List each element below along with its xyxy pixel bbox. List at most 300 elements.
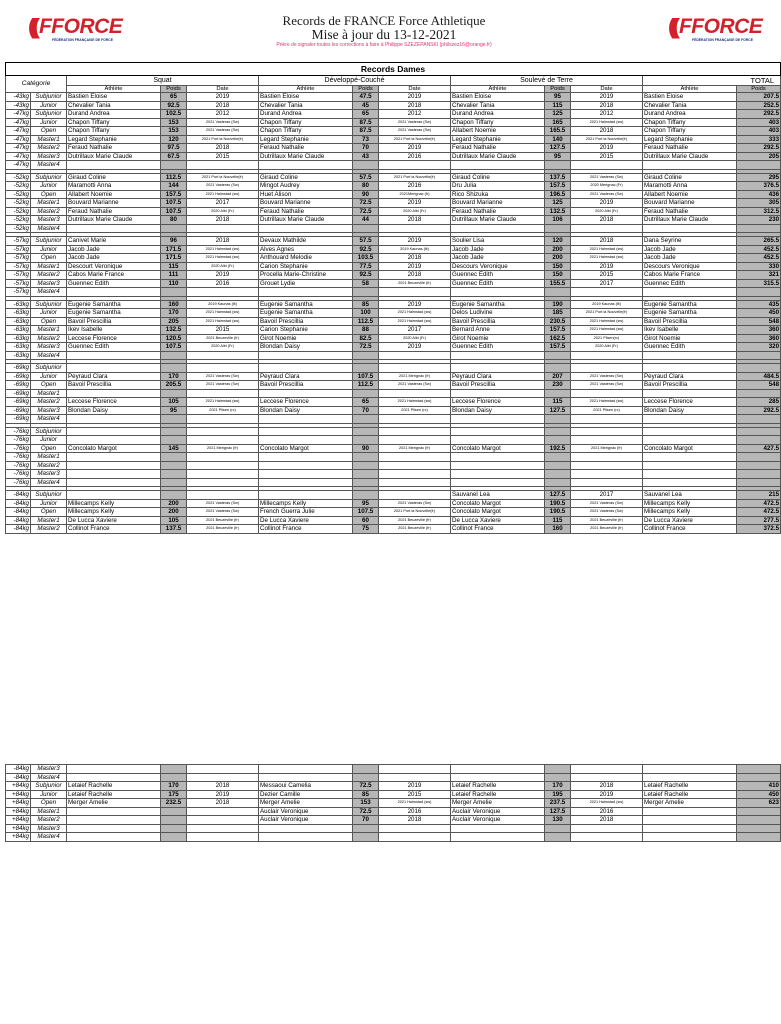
bench-weight: 60 — [353, 516, 379, 525]
bench-date: 2016 — [379, 807, 451, 816]
total-weight — [737, 427, 781, 436]
bench-weight — [353, 470, 379, 479]
deadlift-athlete — [451, 765, 545, 774]
deadlift-date: 2021 Beuzeville (fr) — [571, 516, 643, 525]
bench-athlete: Feraud Nathalie — [259, 144, 353, 153]
deadlift-athlete: Guennec Edith — [451, 343, 545, 352]
deadlift-weight — [545, 389, 571, 398]
division: Subjunior — [31, 110, 67, 119]
bench-athlete — [259, 224, 353, 233]
record-row — [6, 173, 781, 182]
bench-date: 2021 Halmstad (sw) — [379, 398, 451, 407]
bench-athlete: Anthouard Melodie — [259, 254, 353, 263]
division: Junior — [31, 372, 67, 381]
squat-weight: 157.5 — [161, 190, 187, 199]
bench-weight — [353, 436, 379, 445]
deadlift-athlete — [451, 461, 545, 470]
record-row — [6, 288, 781, 297]
deadlift-athlete: Delos Ludivine — [451, 309, 545, 318]
deadlift-weight — [545, 824, 571, 833]
squat-weight: 120 — [161, 135, 187, 144]
bench-weight: 82.5 — [353, 334, 379, 343]
bench-date — [379, 351, 451, 360]
squat-date: 2020 Albi (Fr) — [187, 262, 259, 271]
total-athlete: Millecamps Kelly — [643, 499, 737, 508]
logo-word: FFORCE — [38, 15, 123, 38]
squat-athlete — [67, 389, 161, 398]
squat-weight: 107.5 — [161, 343, 187, 352]
bench-weight: 45 — [353, 101, 379, 110]
squat-weight: 170 — [161, 782, 187, 791]
squat-date: 2021 Vasteras (Sw) — [187, 182, 259, 191]
division: Master2 — [31, 816, 67, 825]
total-weight: 312.5 — [737, 207, 781, 216]
record-row — [6, 93, 781, 102]
total-weight: 207.5 — [737, 93, 781, 102]
squat-weight — [161, 816, 187, 825]
deadlift-athlete — [451, 389, 545, 398]
division: Master1 — [31, 389, 67, 398]
squat-athlete: Millecamps Kelly — [67, 508, 161, 517]
record-row — [6, 765, 781, 774]
date-column-header: Date — [571, 86, 643, 93]
deadlift-athlete: Chevalier Tania — [451, 101, 545, 110]
deadlift-date — [571, 161, 643, 170]
squat-weight: 102.5 — [161, 110, 187, 119]
squat-athlete: Jacob Jade — [67, 245, 161, 254]
total-weight: 484.5 — [737, 372, 781, 381]
deadlift-weight: 106 — [545, 216, 571, 225]
squat-date: 2019 — [187, 790, 259, 799]
record-row — [6, 799, 781, 808]
bench-weight: 43 — [353, 152, 379, 161]
deadlift-athlete — [451, 833, 545, 842]
date-column-header: Date — [379, 86, 451, 93]
deadlift-date: 2021 Halmstad (sw) — [571, 317, 643, 326]
division: Master2 — [31, 271, 67, 280]
record-row — [6, 389, 781, 398]
squat-athlete — [67, 816, 161, 825]
total-weight: 472.5 — [737, 499, 781, 508]
weight-class: -57kg — [6, 288, 31, 297]
deadlift-athlete: Leccese Florence — [451, 398, 545, 407]
weight-class: +84kg — [6, 799, 31, 808]
record-row — [6, 245, 781, 254]
bench-date: 2019 Kaunas (lit) — [379, 245, 451, 254]
record-row — [6, 343, 781, 352]
deadlift-weight — [545, 351, 571, 360]
total-weight: 403 — [737, 118, 781, 127]
total-weight: 205 — [737, 152, 781, 161]
deadlift-date: 2021 Pilsen(rc) — [571, 334, 643, 343]
record-row — [6, 499, 781, 508]
bench-weight: 112.5 — [353, 381, 379, 390]
weight-class: -84kg — [6, 508, 31, 517]
logo-word: FFORCE — [678, 15, 763, 38]
record-row — [6, 773, 781, 782]
bench-date: 2021 Merignac (fr) — [379, 444, 451, 453]
total-weight — [737, 833, 781, 842]
record-row — [6, 334, 781, 343]
total-athlete — [643, 389, 737, 398]
weight-class: +84kg — [6, 816, 31, 825]
division: Master2 — [31, 398, 67, 407]
squat-date: 2020 Albi (Fr) — [187, 207, 259, 216]
deadlift-athlete: Concolato Margot — [451, 499, 545, 508]
squat-athlete: Eugenie Samantha — [67, 300, 161, 309]
bench-date: 2016 — [379, 182, 451, 191]
squat-date: 2018 — [187, 799, 259, 808]
bench-date: 2019 — [379, 782, 451, 791]
deadlift-athlete: Concolato Margot — [451, 508, 545, 517]
date-column-header: Date — [187, 86, 259, 93]
deadlift-date — [571, 415, 643, 424]
squat-athlete: Collinot France — [67, 525, 161, 534]
deadlift-weight: 115 — [545, 516, 571, 525]
squat-date: 2021 Beuzeville (fr) — [187, 334, 259, 343]
deadlift-athlete: Feraud Nathalie — [451, 144, 545, 153]
weight-class: +84kg — [6, 824, 31, 833]
total-athlete: Durand Andrea — [643, 110, 737, 119]
record-row — [6, 262, 781, 271]
squat-weight: 97.5 — [161, 144, 187, 153]
deadlift-athlete — [451, 478, 545, 487]
squat-athlete: Ikev Isabelle — [67, 326, 161, 335]
squat-weight: 137.5 — [161, 525, 187, 534]
squat-weight — [161, 491, 187, 500]
deadlift-date — [571, 288, 643, 297]
bench-weight — [353, 824, 379, 833]
total-athlete: Bavoil Prescillia — [643, 317, 737, 326]
deadlift-weight — [545, 436, 571, 445]
weight-class: -69kg — [6, 389, 31, 398]
squat-athlete — [67, 436, 161, 445]
total-athlete: Jacob Jade — [643, 254, 737, 263]
squat-athlete: Dutrillaux Marie Claude — [67, 152, 161, 161]
squat-athlete — [67, 824, 161, 833]
deadlift-athlete: Merger Amelie — [451, 799, 545, 808]
bench-weight: 70 — [353, 406, 379, 415]
record-row — [6, 381, 781, 390]
deadlift-athlete: Descours Veronique — [451, 262, 545, 271]
bench-athlete — [259, 288, 353, 297]
bench-athlete: Feraud Nathalie — [259, 207, 353, 216]
total-athlete: Merger Amelie — [643, 799, 737, 808]
total-weight: 452.5 — [737, 254, 781, 263]
squat-weight: 120.5 — [161, 334, 187, 343]
bench-date: 2019 — [379, 93, 451, 102]
bench-date — [379, 491, 451, 500]
bench-athlete: Dutrillaux Marie Claude — [259, 152, 353, 161]
deadlift-date — [571, 824, 643, 833]
deadlift-weight: 155.5 — [545, 279, 571, 288]
deadlift-athlete — [451, 773, 545, 782]
total-weight — [737, 224, 781, 233]
division: Master4 — [31, 351, 67, 360]
squat-athlete — [67, 415, 161, 424]
record-row — [6, 816, 781, 825]
bench-weight: 107.5 — [353, 508, 379, 517]
records-body — [6, 93, 781, 534]
weight-class: +84kg — [6, 782, 31, 791]
total-weight — [737, 453, 781, 462]
athlete-column-header: Athlète — [451, 86, 545, 93]
bench-weight: 44 — [353, 216, 379, 225]
deadlift-date: 2021 Vasteras (Sw) — [571, 499, 643, 508]
record-row — [6, 110, 781, 119]
bench-athlete: Chapon Tiffany — [259, 118, 353, 127]
weight-class: -76kg — [6, 461, 31, 470]
division: Junior — [31, 309, 67, 318]
bench-weight — [353, 415, 379, 424]
division: Master3 — [31, 406, 67, 415]
squat-date: 2018 — [187, 216, 259, 225]
squat-weight — [161, 427, 187, 436]
bench-weight: 73 — [353, 135, 379, 144]
bench-weight — [353, 833, 379, 842]
division: Junior — [31, 436, 67, 445]
division: Master1 — [31, 516, 67, 525]
bench-athlete: Chapon Tiffany — [259, 127, 353, 136]
total-weight: 305 — [737, 199, 781, 208]
bench-date: 2021 Beuzeville (fr) — [379, 516, 451, 525]
bench-date — [379, 478, 451, 487]
squat-weight: 145 — [161, 444, 187, 453]
deadlift-weight: 127.5 — [545, 807, 571, 816]
bench-athlete — [259, 773, 353, 782]
total-athlete: Letaief Rachelle — [643, 790, 737, 799]
deadlift-weight: 140 — [545, 135, 571, 144]
weight-class: -63kg — [6, 343, 31, 352]
squat-athlete: Bouvard Marianne — [67, 199, 161, 208]
record-row — [6, 144, 781, 153]
total-weight: 450 — [737, 309, 781, 318]
bench-athlete — [259, 453, 353, 462]
deadlift-weight: 132.5 — [545, 207, 571, 216]
bench-athlete: Legard Stephanie — [259, 135, 353, 144]
squat-athlete: Chevalier Tania — [67, 101, 161, 110]
record-row — [6, 271, 781, 280]
deadlift-athlete: Blondan Daisy — [451, 406, 545, 415]
record-row — [6, 461, 781, 470]
deadlift-weight: 95 — [545, 93, 571, 102]
squat-weight: 205 — [161, 317, 187, 326]
bench-athlete — [259, 351, 353, 360]
squat-date — [187, 436, 259, 445]
total-athlete — [643, 351, 737, 360]
division: Subjunior — [31, 427, 67, 436]
squat-athlete — [67, 288, 161, 297]
squat-weight: 170 — [161, 309, 187, 318]
deadlift-weight: 115 — [545, 101, 571, 110]
bench-athlete: Carion Stephanie — [259, 326, 353, 335]
record-row — [6, 101, 781, 110]
bench-athlete — [259, 491, 353, 500]
bench-athlete: Millecamps Kelly — [259, 499, 353, 508]
bench-weight — [353, 224, 379, 233]
bench-athlete: Dezier Camille — [259, 790, 353, 799]
deadlift-weight: 230 — [545, 381, 571, 390]
deadlift-date: 2019 Kaunas (lit) — [571, 300, 643, 309]
division: Master3 — [31, 343, 67, 352]
squat-date: 2021 Pilsen (rc) — [187, 406, 259, 415]
deadlift-weight — [545, 415, 571, 424]
total-weight: 472.5 — [737, 508, 781, 517]
bench-weight: 90 — [353, 190, 379, 199]
deadlift-athlete: Letaief Rachelle — [451, 782, 545, 791]
table-title: Records Dames — [6, 63, 781, 76]
deadlift-athlete: Letaief Rachelle — [451, 790, 545, 799]
deadlift-date — [571, 224, 643, 233]
record-row — [6, 300, 781, 309]
weight-class: -47kg — [6, 127, 31, 136]
division: Master4 — [31, 773, 67, 782]
squat-weight: 200 — [161, 508, 187, 517]
total-weight: 410 — [737, 782, 781, 791]
squat-header: Squat — [67, 76, 259, 86]
squat-athlete — [67, 807, 161, 816]
record-row — [6, 152, 781, 161]
deadlift-weight — [545, 765, 571, 774]
deadlift-date: 2020 Albi (Fr) — [571, 207, 643, 216]
total-weight: 436 — [737, 190, 781, 199]
bench-date: 2019 — [379, 199, 451, 208]
squat-athlete — [67, 833, 161, 842]
bench-date: 2020 Albi (Fr) — [379, 207, 451, 216]
bench-athlete: French Guerra Julie — [259, 508, 353, 517]
deadlift-athlete: Jacob Jade — [451, 254, 545, 263]
squat-athlete — [67, 478, 161, 487]
deadlift-weight: 150 — [545, 271, 571, 280]
total-weight — [737, 161, 781, 170]
bench-athlete: Carion Stephanie — [259, 262, 353, 271]
deadlift-athlete: Chapon Tiffany — [451, 118, 545, 127]
deadlift-date: 2018 — [571, 816, 643, 825]
total-athlete — [643, 461, 737, 470]
deadlift-weight — [545, 833, 571, 842]
deadlift-date: 2016 — [571, 807, 643, 816]
total-weight — [737, 773, 781, 782]
squat-athlete: Bastien Eloise — [67, 93, 161, 102]
record-row — [6, 398, 781, 407]
deadlift-date: 2020 Albi (Fr) — [571, 343, 643, 352]
bench-athlete: Girot Noemie — [259, 334, 353, 343]
squat-date — [187, 833, 259, 842]
deadlift-date — [571, 364, 643, 373]
squat-date: 2021 Halmstad (sw) — [187, 190, 259, 199]
deadlift-athlete: Bavoil Prescillia — [451, 317, 545, 326]
total-weight — [737, 415, 781, 424]
total-athlete: Eugenie Samantha — [643, 300, 737, 309]
deadlift-date: 2021 Beuzeville (fr) — [571, 525, 643, 534]
squat-weight — [161, 161, 187, 170]
total-weight — [737, 364, 781, 373]
bench-weight: 153 — [353, 799, 379, 808]
bench-weight — [353, 389, 379, 398]
squat-athlete: Peyraud Clara — [67, 372, 161, 381]
squat-weight: 95 — [161, 406, 187, 415]
deadlift-weight: 207 — [545, 372, 571, 381]
deadlift-weight: 200 — [545, 245, 571, 254]
record-row — [6, 516, 781, 525]
bench-weight — [353, 773, 379, 782]
squat-date: 2021 Beuzeville (fr) — [187, 516, 259, 525]
deadlift-weight: 115 — [545, 398, 571, 407]
squat-weight: 144 — [161, 182, 187, 191]
deadlift-date — [571, 453, 643, 462]
deadlift-weight: 137.5 — [545, 173, 571, 182]
deadlift-weight: 230.5 — [545, 317, 571, 326]
bench-weight: 88 — [353, 326, 379, 335]
deadlift-date: 2021 Port la Nouvelle(fr) — [571, 309, 643, 318]
deadlift-date — [571, 765, 643, 774]
squat-weight: 67.5 — [161, 152, 187, 161]
athlete-column-header: Athlète — [643, 86, 737, 93]
logo-arcs-icon: ((( — [668, 14, 675, 39]
division: Junior — [31, 101, 67, 110]
deadlift-date: 2012 — [571, 110, 643, 119]
records-table-continued — [5, 764, 781, 842]
deadlift-date: 2018 — [571, 127, 643, 136]
bench-date — [379, 389, 451, 398]
bench-date: 2021 Vasteras (Sw) — [379, 499, 451, 508]
division: Master4 — [31, 161, 67, 170]
total-weight — [737, 765, 781, 774]
deadlift-date: 2017 — [571, 491, 643, 500]
deadlift-date: 2018 — [571, 237, 643, 246]
squat-date: 2018 — [187, 782, 259, 791]
squat-athlete: Legard Stephanie — [67, 135, 161, 144]
total-weight: 435 — [737, 300, 781, 309]
squat-date — [187, 824, 259, 833]
weight-class: -69kg — [6, 415, 31, 424]
deadlift-date: 2021 Merignac (fr) — [571, 444, 643, 453]
squat-weight: 200 — [161, 499, 187, 508]
record-row — [6, 199, 781, 208]
squat-date: 2021 Vasteras (Sw) — [187, 508, 259, 517]
squat-athlete — [67, 773, 161, 782]
bench-date: 2019 — [379, 300, 451, 309]
squat-weight: 92.5 — [161, 101, 187, 110]
weight-class: -52kg — [6, 207, 31, 216]
squat-date: 2021 Halmstad (sw) — [187, 245, 259, 254]
division: Master4 — [31, 415, 67, 424]
bench-weight — [353, 491, 379, 500]
bench-weight: 57.5 — [353, 173, 379, 182]
bench-date: 2018 — [379, 216, 451, 225]
total-weight: 295 — [737, 173, 781, 182]
deadlift-weight: 157.5 — [545, 182, 571, 191]
squat-date — [187, 807, 259, 816]
total-weight: 292.5 — [737, 406, 781, 415]
bench-date: 2017 — [379, 326, 451, 335]
total-athlete — [643, 765, 737, 774]
total-athlete: Chevalier Tania — [643, 101, 737, 110]
weight-class: -57kg — [6, 262, 31, 271]
squat-athlete: Feraud Nathalie — [67, 144, 161, 153]
bench-weight: 92.5 — [353, 245, 379, 254]
bench-weight: 100 — [353, 309, 379, 318]
deadlift-date: 2020 Merignac (Fr) — [571, 182, 643, 191]
deadlift-date: 2019 — [571, 144, 643, 153]
weight-class: -84kg — [6, 499, 31, 508]
weight-class: -63kg — [6, 334, 31, 343]
total-weight: 360 — [737, 326, 781, 335]
record-row — [6, 415, 781, 424]
bench-date: 2019 — [379, 237, 451, 246]
bench-athlete — [259, 161, 353, 170]
deadlift-athlete: Soulier Lisa — [451, 237, 545, 246]
